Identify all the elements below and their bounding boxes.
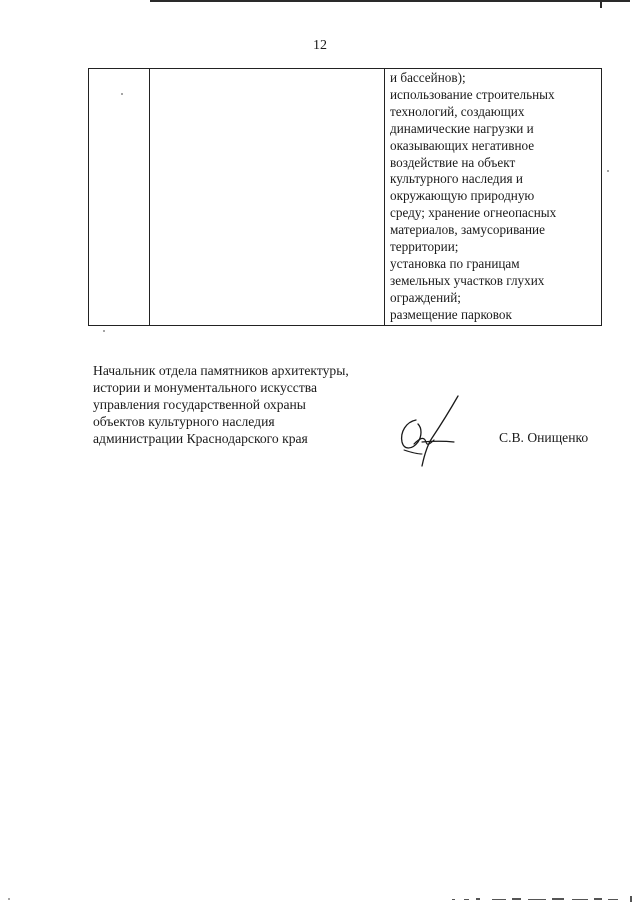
- table-cell-line: территории;: [390, 239, 459, 255]
- table-cell-line: динамические нагрузки и: [390, 120, 534, 136]
- scan-speck: [8, 898, 10, 900]
- signer-name: С.В. Онищенко: [499, 430, 589, 445]
- scan-speck: [103, 330, 105, 332]
- signatory-title-line: Начальник отдела памятников архитектуры,: [93, 363, 349, 378]
- table-cell-line: культурного наследия и: [390, 171, 523, 187]
- table-cell-line: среду; хранение огнеопасных: [390, 205, 557, 221]
- handwritten-signature: [392, 392, 464, 470]
- table-cell-line: технологий, создающих: [390, 103, 525, 119]
- signatory-title-block: [93, 362, 393, 447]
- table-cell-line: размещение парковок: [390, 306, 512, 322]
- signatory-title-line: истории и монументального искусства: [93, 380, 318, 395]
- scan-speck: [607, 170, 609, 172]
- scan-top-tick: [600, 0, 602, 8]
- scan-bottom-noise: [452, 896, 634, 902]
- requirements-table: [88, 68, 602, 326]
- table-cell-line: оказывающих негативное: [390, 137, 535, 153]
- table-column-divider-2: [384, 69, 385, 325]
- table-cell-restrictions: [390, 70, 600, 324]
- table-cell-line: материалов, замусоривание: [390, 222, 545, 238]
- table-cell-line: ограждений;: [390, 289, 461, 305]
- scan-top-border: [150, 0, 630, 2]
- signatory-title-line: управления государственной охраны: [93, 397, 306, 412]
- table-cell-line: установка по границам: [390, 255, 520, 271]
- table-column-divider-1: [149, 69, 150, 325]
- scan-speck: [121, 93, 123, 95]
- table-cell-line: окружающую природную: [390, 188, 535, 204]
- table-cell-line: воздействие на объект: [390, 154, 516, 170]
- page-number: 12: [313, 38, 327, 53]
- table-cell-line: использование строительных: [390, 86, 555, 102]
- signatory-title-line: администрации Краснодарского края: [93, 431, 308, 446]
- signatory-title-line: объектов культурного наследия: [93, 414, 275, 429]
- table-cell-line: и бассейнов);: [390, 70, 466, 85]
- table-cell-line: земельных участков глухих: [390, 272, 545, 288]
